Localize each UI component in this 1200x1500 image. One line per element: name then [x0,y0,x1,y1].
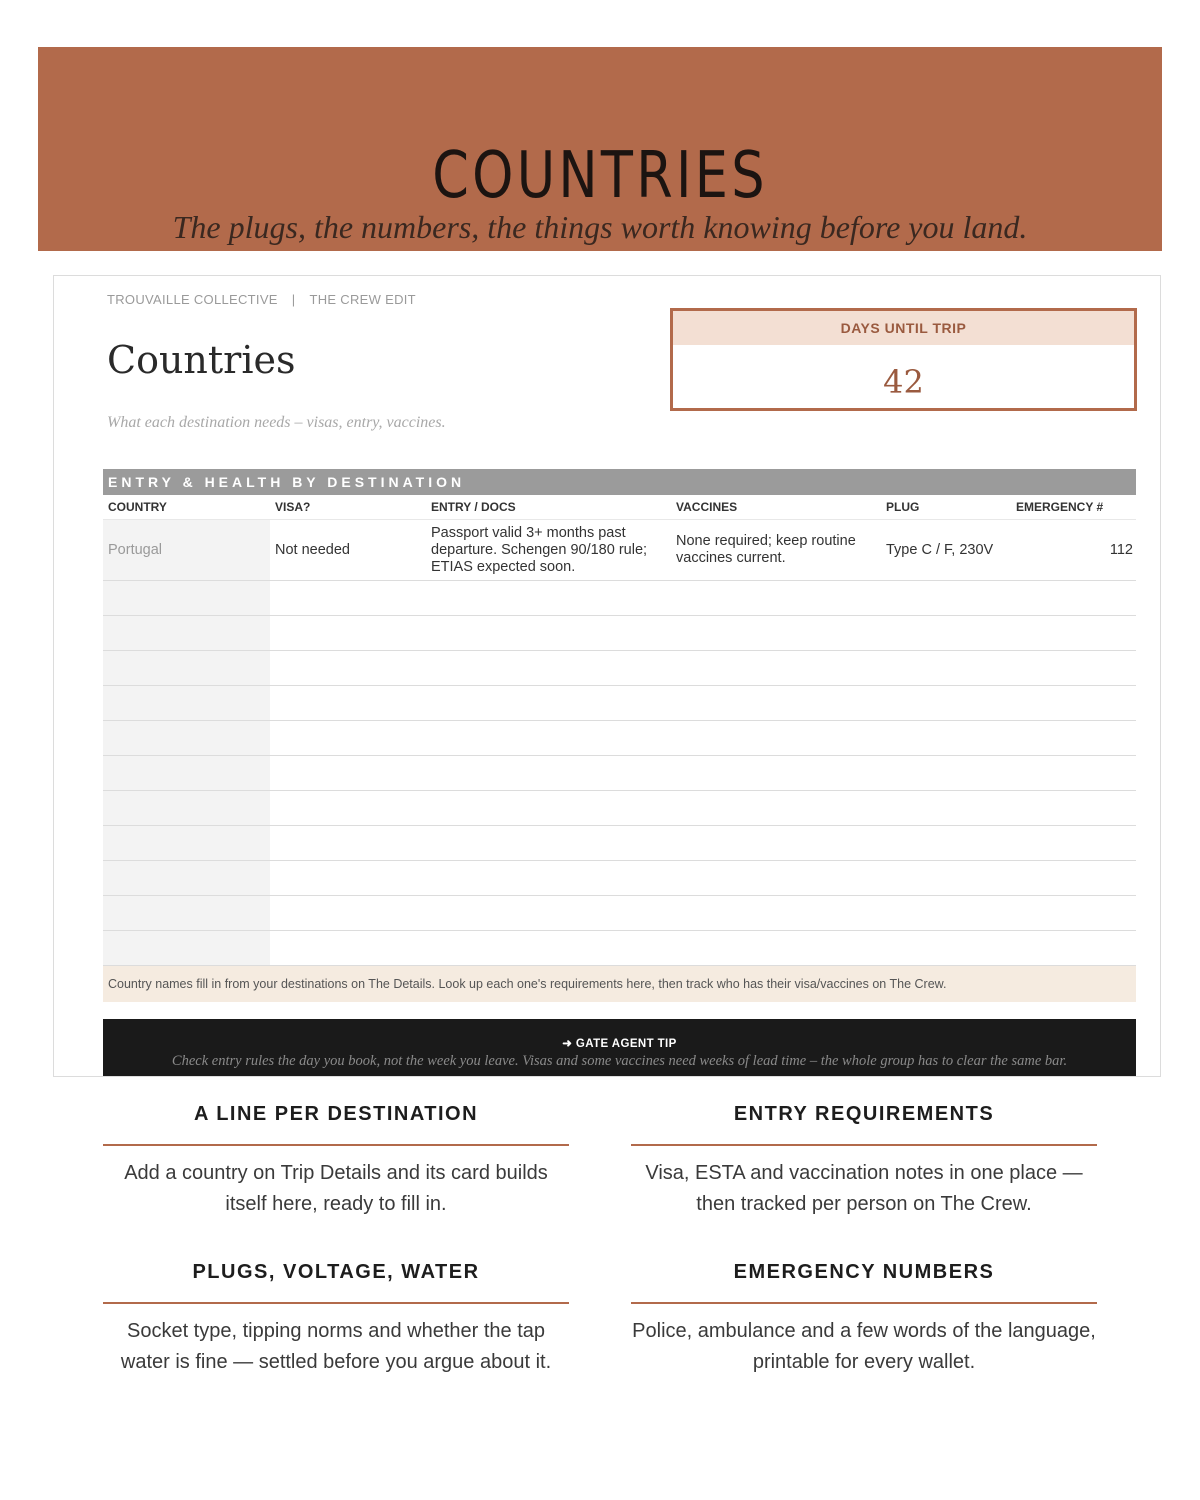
cell-visa[interactable] [270,651,426,685]
cell-entry-docs[interactable] [426,756,671,790]
cell-vaccines[interactable] [671,896,881,930]
cell-entry-docs[interactable] [426,686,671,720]
cell-entry-docs[interactable] [426,826,671,860]
cell-entry-docs[interactable] [426,616,671,650]
cell-country[interactable] [103,756,270,790]
cell-plug[interactable] [881,791,1011,825]
tip-title-text: GATE AGENT TIP [575,1038,677,1050]
cell-country[interactable] [103,826,270,860]
cell-country[interactable] [103,686,270,720]
column-header-vaccines: VACCINES [676,500,738,514]
cell-vaccines[interactable] [671,651,881,685]
empty-table-row[interactable] [103,686,1136,721]
destinations-table [103,469,1136,1002]
empty-table-row[interactable] [103,721,1136,756]
cell-vaccines[interactable] [671,791,881,825]
cell-entry-docs[interactable] [426,861,671,895]
cell-country[interactable] [103,791,270,825]
feature-body: Socket type, tipping norms and whether the tap water is fine — settled before you argue about it. [120,1320,552,1373]
cell-emergency[interactable] [1011,931,1136,965]
breadcrumb-separator: | [291,292,296,307]
cell-vaccines[interactable] [671,581,881,615]
empty-table-row[interactable] [103,896,1136,931]
feature-body: Add a country on Trip Details and its card builds itself here, ready to fill in. [124,1162,548,1215]
cell-emergency[interactable] [1011,826,1136,860]
cell-entry-docs[interactable] [426,791,671,825]
cell-vaccines[interactable] [671,931,881,965]
cell-visa[interactable] [270,756,426,790]
feature-heading: ENTRY REQUIREMENTS [631,1100,1097,1146]
hero-banner [38,47,1162,251]
cell-emergency[interactable]: 112 [1109,542,1133,558]
column-header-plug: PLUG [886,500,920,514]
empty-table-row[interactable] [103,931,1136,966]
cell-plug[interactable] [881,756,1011,790]
empty-table-row[interactable] [103,756,1136,791]
empty-table-row[interactable] [103,616,1136,651]
column-header-visa: VISA? [275,500,311,514]
cell-plug[interactable] [881,616,1011,650]
spreadsheet-preview [53,275,1161,1077]
cell-country[interactable] [103,931,270,965]
feature-emergency-numbers [631,1258,1097,1378]
cell-plug[interactable]: Type C / F, 230V [886,542,994,558]
brand-breadcrumb [107,292,416,307]
column-header-emergency: EMERGENCY # [1016,500,1104,514]
cell-country[interactable]: Portugal [103,520,270,580]
cell-emergency[interactable] [1011,791,1136,825]
cell-visa[interactable] [270,686,426,720]
feature-entry-requirements [631,1100,1097,1220]
cell-visa[interactable] [270,721,426,755]
cell-emergency[interactable] [1011,616,1136,650]
feature-line-per-destination [103,1100,569,1220]
empty-table-row[interactable] [103,861,1136,896]
brand-section: THE CREW EDIT [309,292,416,307]
arrow-right-icon: ➜ [562,1038,573,1050]
banner-subtitle: The plugs, the numbers, the things worth knowing before you land. [172,209,1028,245]
cell-vaccines[interactable] [671,861,881,895]
days-until-trip-card [670,308,1137,411]
cell-emergency[interactable] [1011,721,1136,755]
cell-visa[interactable] [270,896,426,930]
cell-emergency[interactable] [1011,756,1136,790]
cell-plug[interactable] [881,896,1011,930]
cell-country[interactable] [103,896,270,930]
days-until-trip-value: 42 [883,363,924,401]
cell-entry-docs[interactable] [426,651,671,685]
feature-heading: EMERGENCY NUMBERS [631,1258,1097,1304]
cell-emergency[interactable] [1011,686,1136,720]
feature-body: Visa, ESTA and vaccination notes in one place — then tracked per person on The Crew. [645,1162,1083,1215]
cell-visa[interactable] [270,616,426,650]
cell-entry-docs[interactable] [426,896,671,930]
brand-name: TROUVAILLE COLLECTIVE [107,292,278,307]
feature-body: Police, ambulance and a few words of the language, printable for every wallet. [632,1320,1096,1373]
cell-visa[interactable] [270,826,426,860]
cell-emergency[interactable] [1011,896,1136,930]
cell-plug[interactable] [881,826,1011,860]
cell-visa[interactable] [270,931,426,965]
cell-entry-docs[interactable] [426,581,671,615]
cell-plug[interactable] [881,721,1011,755]
cell-vaccines[interactable]: None required; keep routine vaccines current. [676,533,856,566]
page-title: Countries [107,338,296,382]
cell-emergency[interactable] [1011,581,1136,615]
cell-plug[interactable] [881,861,1011,895]
table-title: ENTRY & HEALTH BY DESTINATION [103,469,1136,495]
banner-title: COUNTRIES [432,139,768,213]
table-footnote: Country names fill in from your destinations on The Details. Look up each one's requirements here, then track who has their visa/vaccines on The Crew. [103,966,1136,1002]
cell-emergency[interactable] [1011,651,1136,685]
cell-country[interactable] [103,721,270,755]
cell-visa[interactable] [270,861,426,895]
cell-entry-docs[interactable]: Passport valid 3+ months past departure. Schengen 90/180 rule; ETIAS expected soon. [431,524,648,575]
cell-entry-docs[interactable] [426,721,671,755]
cell-emergency[interactable] [1011,861,1136,895]
cell-visa[interactable] [270,581,426,615]
cell-plug[interactable] [881,581,1011,615]
empty-table-row[interactable] [103,581,1136,616]
cell-country[interactable] [103,651,270,685]
column-header-entry: ENTRY / DOCS [431,500,516,514]
empty-table-row[interactable] [103,791,1136,826]
gate-agent-tip [103,1019,1136,1077]
feature-heading: A LINE PER DESTINATION [103,1100,569,1146]
cell-vaccines[interactable] [671,721,881,755]
empty-table-row[interactable] [103,826,1136,861]
feature-heading: PLUGS, VOLTAGE, WATER [103,1258,569,1304]
feature-plugs-voltage-water [103,1258,569,1378]
tip-text: Check entry rules the day you book, not the week you leave. Visas and some vaccines need weeks of lead time – the whole group has to clear the same bar. [171,1053,1068,1069]
cell-plug[interactable] [881,651,1011,685]
cell-entry-docs[interactable] [426,931,671,965]
cell-visa[interactable]: Not needed [275,542,350,558]
empty-table-row[interactable] [103,651,1136,686]
days-until-trip-label: DAYS UNTIL TRIP [673,311,1134,345]
cell-visa[interactable] [270,791,426,825]
page-subtitle: What each destination needs – visas, entry, vaccines. [107,414,446,431]
cell-vaccines[interactable] [671,686,881,720]
tip-title [103,1036,1136,1050]
cell-country[interactable] [103,861,270,895]
column-header-country: COUNTRY [108,500,167,514]
cell-country[interactable] [103,616,270,650]
table-row [103,519,1136,581]
cell-plug[interactable] [881,686,1011,720]
cell-vaccines[interactable] [671,826,881,860]
cell-plug[interactable] [881,931,1011,965]
cell-vaccines[interactable] [671,756,881,790]
cell-vaccines[interactable] [671,616,881,650]
column-headers [103,495,1136,519]
cell-country[interactable] [103,581,270,615]
